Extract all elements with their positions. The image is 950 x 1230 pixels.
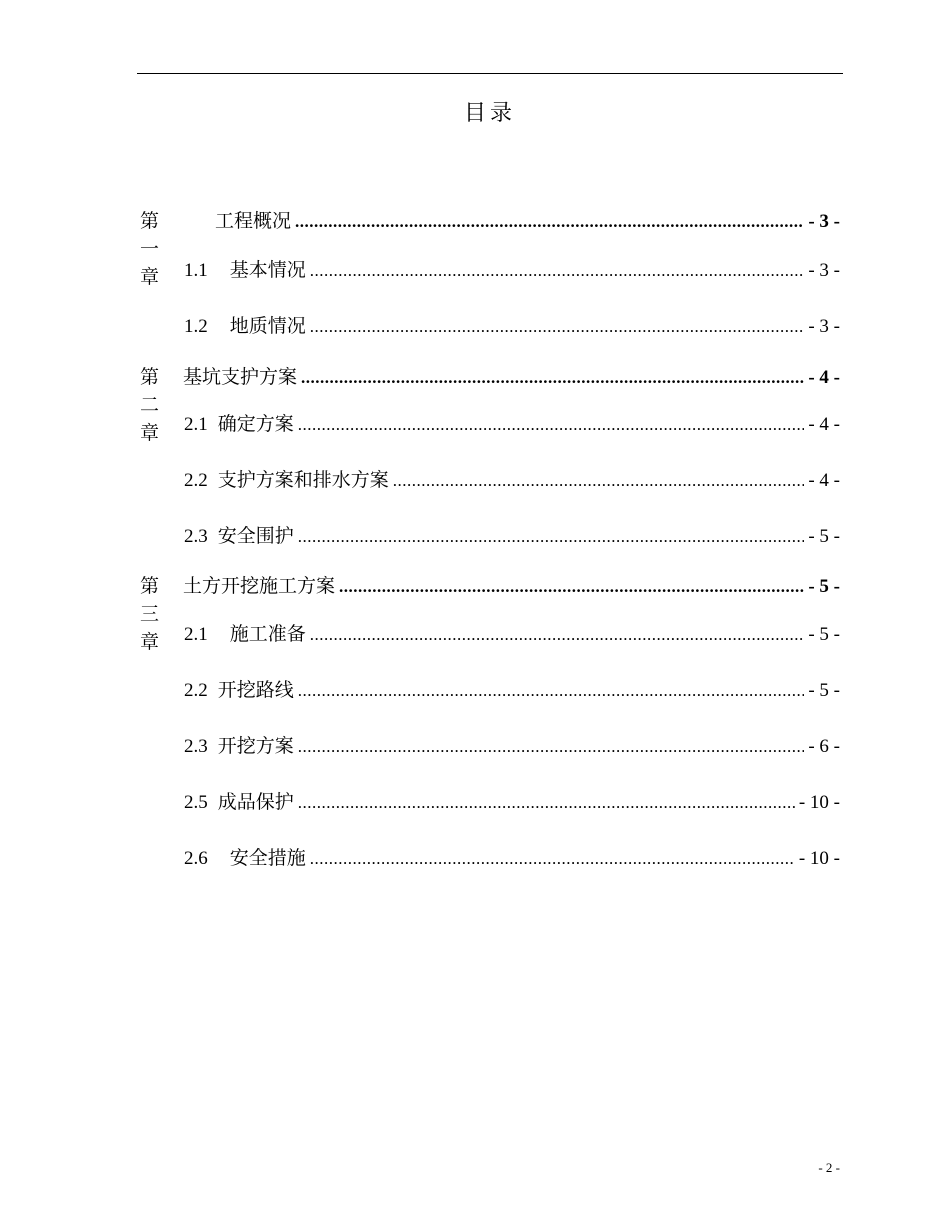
toc-page-number: - 5 - xyxy=(808,680,840,701)
toc-section-label: 成品保护 xyxy=(217,791,294,813)
toc-section-label: 确定方案 xyxy=(217,413,294,435)
toc-section-number: 2.5 xyxy=(184,792,208,813)
page-title: 目录 xyxy=(463,101,516,126)
toc-leader xyxy=(298,411,805,439)
toc-section-1-2[interactable] xyxy=(184,312,840,340)
toc-page-number: - 6 - xyxy=(808,736,840,757)
toc-section-3-3[interactable] xyxy=(184,732,840,760)
toc-section-label: 基本情况 xyxy=(229,259,306,281)
toc-section-3-2[interactable] xyxy=(184,676,840,704)
toc-leader xyxy=(301,364,804,392)
toc-leader xyxy=(310,845,795,873)
toc-chapter-label: 基坑支护方案 xyxy=(183,366,298,388)
toc-leader xyxy=(310,313,805,341)
toc-section-number: 2.3 xyxy=(184,526,208,547)
toc-section-2-2[interactable] xyxy=(184,466,840,494)
toc-section-number: 2.3 xyxy=(184,736,208,757)
toc-leader xyxy=(298,733,805,761)
toc-section-2-1[interactable] xyxy=(184,410,840,438)
toc-page-number: - 10 - xyxy=(798,792,840,813)
toc-leader xyxy=(393,467,805,495)
toc-page-number: - 3 - xyxy=(808,260,840,281)
toc-chapter-label: 土方开挖施工方案 xyxy=(183,575,336,597)
toc-section-number: 2.1 xyxy=(184,624,208,645)
toc-section-3-5[interactable] xyxy=(184,788,840,816)
toc-section-3-6[interactable] xyxy=(184,844,840,872)
toc-leader xyxy=(339,573,804,601)
toc-leader xyxy=(298,789,795,817)
toc-section-3-1[interactable] xyxy=(184,620,840,648)
toc-page-number: - 10 - xyxy=(798,848,840,869)
toc-section-number: 1.2 xyxy=(184,316,208,337)
toc-section-label: 支护方案和排水方案 xyxy=(217,469,389,491)
toc-chapter-label: 工程概况 xyxy=(215,210,292,232)
toc-section-label: 施工准备 xyxy=(229,623,306,645)
toc-section-label: 地质情况 xyxy=(229,315,306,337)
toc-leader xyxy=(310,257,805,285)
toc-section-number: 2.1 xyxy=(184,414,208,435)
toc-section-number: 2.2 xyxy=(184,680,208,701)
toc-leader xyxy=(298,523,805,551)
page-number-footer: - 2 - xyxy=(818,1160,840,1175)
toc-section-label: 开挖路线 xyxy=(217,679,294,701)
toc-page-number: - 4 - xyxy=(808,470,840,491)
toc-chapter-number: 第三章 xyxy=(140,576,160,653)
toc-section-label: 安全围护 xyxy=(217,525,294,547)
toc-section-2-3[interactable] xyxy=(184,522,840,550)
toc-page-number: - 3 - xyxy=(808,211,840,232)
toc-section-label: 开挖方案 xyxy=(217,735,294,757)
toc-section-number: 2.6 xyxy=(184,848,208,869)
toc-page-number: - 4 - xyxy=(808,414,840,435)
toc-section-number: 2.2 xyxy=(184,470,208,491)
toc-page-number: - 3 - xyxy=(808,316,840,337)
toc-leader xyxy=(310,621,805,649)
toc-chapter-number: 第二章 xyxy=(140,367,160,444)
toc-leader xyxy=(295,208,804,236)
toc-leader xyxy=(298,677,805,705)
toc-page-number: - 4 - xyxy=(808,367,840,388)
toc-chapter-number: 第一章 xyxy=(140,211,160,288)
toc-page-number: - 5 - xyxy=(808,624,840,645)
toc-page-number: - 5 - xyxy=(808,576,840,597)
toc-section-number: 1.1 xyxy=(184,260,208,281)
toc-section-label: 安全措施 xyxy=(229,847,306,869)
toc-page-number: - 5 - xyxy=(808,526,840,547)
toc-section-1-1[interactable] xyxy=(184,256,840,284)
